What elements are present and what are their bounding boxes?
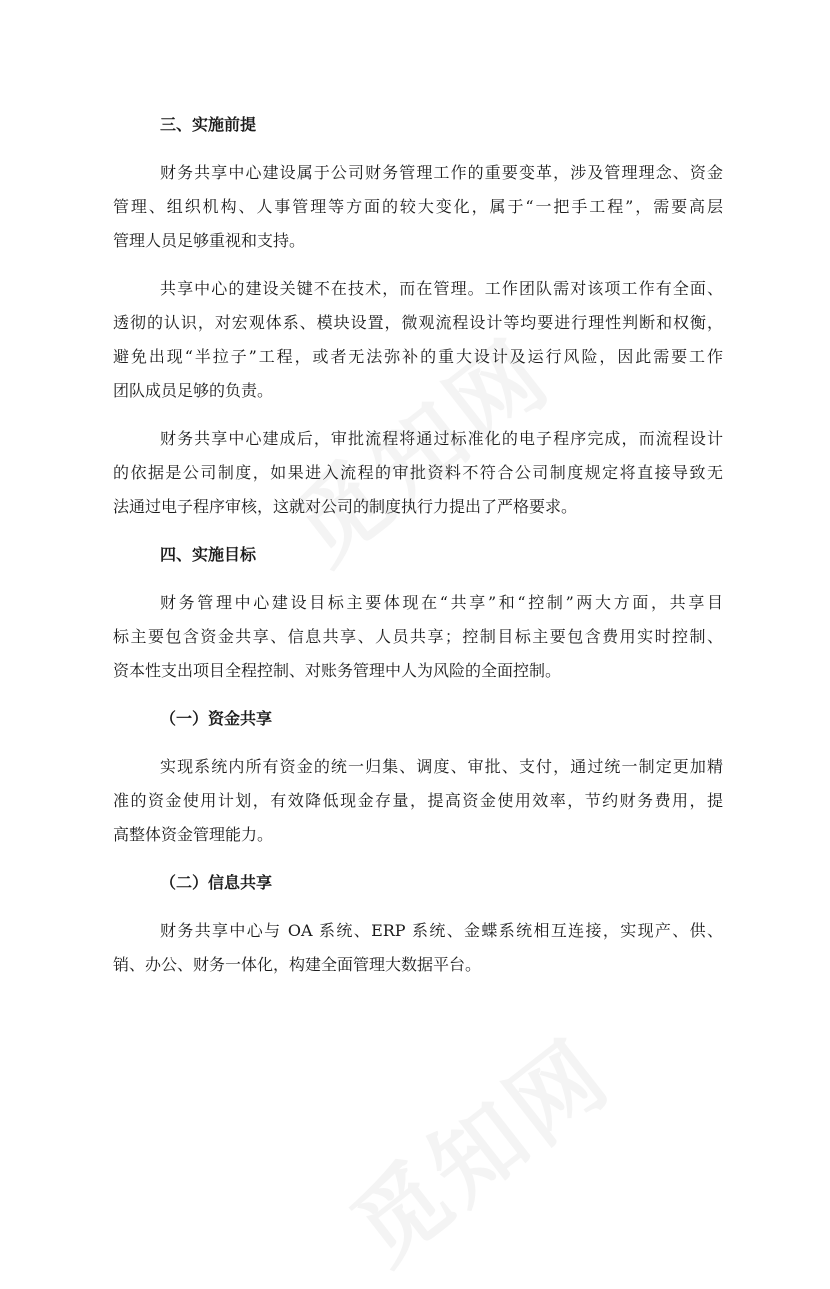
paragraph-line: 财务共享中心建设属于公司财务管理工作的重要变革，涉及管理理念、资金 <box>160 163 723 182</box>
paragraph-line: 团队成员足够的负责。 <box>113 381 274 400</box>
section-heading-implementation-premise: 三、实施前提 <box>160 115 257 134</box>
paragraph-line: 财务共享中心与 OA 系统、ERP 系统、金蝶系统相互连接，实现产、供、 <box>160 921 723 940</box>
paragraph <box>113 156 723 258</box>
paragraph-line: 实现系统内所有资金的统一归集、调度、审批、支付，通过统一制定更加精 <box>160 757 723 776</box>
paragraph-line: 管理人员足够重视和支持。 <box>113 231 306 250</box>
paragraph-line: 销、办公、财务一体化，构建全面管理大数据平台。 <box>113 955 482 974</box>
document-body <box>113 108 723 996</box>
paragraph-line: 透彻的认识，对宏观体系、模块设置，微观流程设计等均要进行理性判断和权衡， <box>113 313 723 332</box>
paragraph-line: 准的资金使用计划，有效降低现金存量，提高资金使用效率，节约财务费用，提 <box>113 791 723 810</box>
paragraph-line: 避免出现“半拉子”工程，或者无法弥补的重大设计及运行风险，因此需要工作 <box>113 347 723 366</box>
paragraph <box>113 914 723 982</box>
paragraph-line: 高整体资金管理能力。 <box>113 825 274 844</box>
paragraph-line: 的依据是公司制度，如果进入流程的审批资料不符合公司制度规定将直接导致无 <box>113 463 723 482</box>
paragraph <box>113 586 723 688</box>
paragraph-line: 财务共享中心建成后，审批流程将通过标准化的电子程序完成，而流程设计 <box>160 429 723 448</box>
paragraph-line: 财务管理中心建设目标主要体现在“共享”和“控制”两大方面，共享目 <box>160 593 723 612</box>
paragraph <box>113 422 723 524</box>
paragraph-line: 资本性支出项目全程控制、对账务管理中人为风险的全面控制。 <box>113 661 562 680</box>
paragraph-line: 管理、组织机构、人事管理等方面的较大变化，属于“一把手工程”，需要高层 <box>113 197 723 216</box>
paragraph <box>113 272 723 408</box>
subsection-heading-fund-sharing: （一）资金共享 <box>160 709 273 728</box>
paragraph <box>113 750 723 852</box>
paragraph-line: 标主要包含资金共享、信息共享、人员共享；控制目标主要包含费用实时控制、 <box>113 627 723 646</box>
watermark <box>321 1003 634 1288</box>
section-heading-implementation-goals: 四、实施目标 <box>160 545 257 564</box>
subsection-heading-information-sharing: （二）信息共享 <box>160 873 273 892</box>
paragraph-line: 法通过电子程序审核，这就对公司的制度执行力提出了严格要求。 <box>113 497 578 516</box>
paragraph-line: 共享中心的建设关键不在技术，而在管理。工作团队需对该项工作有全面、 <box>160 279 723 298</box>
